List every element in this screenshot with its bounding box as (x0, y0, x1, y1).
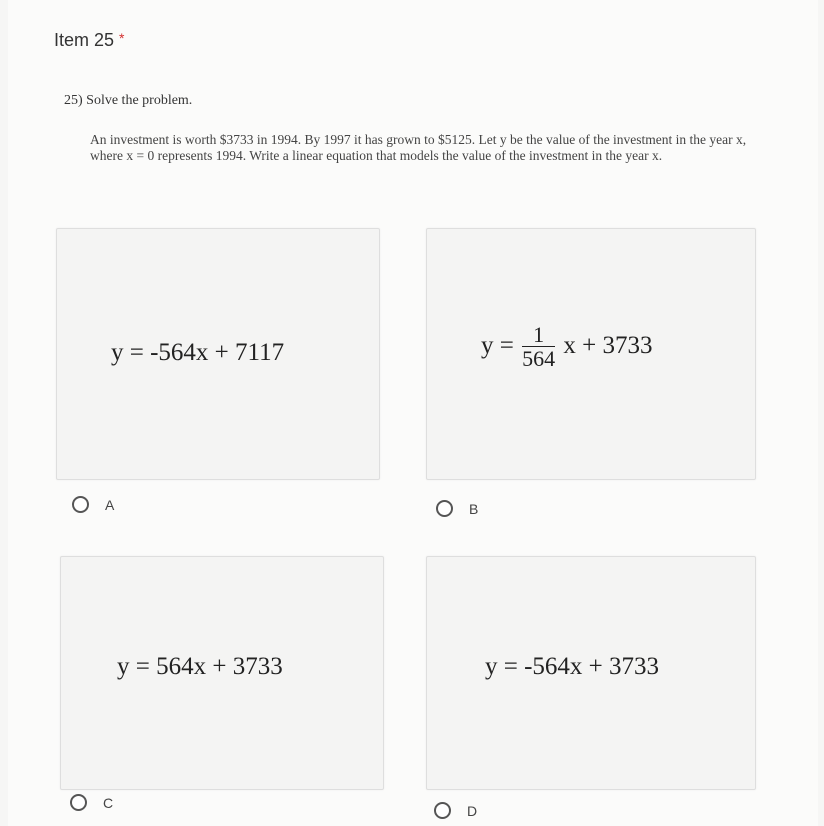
question-page (8, 0, 818, 826)
choice-c-equation: y = 564x + 3733 (117, 653, 283, 680)
choice-d-label: D (467, 802, 478, 819)
choice-b-equation (481, 324, 652, 371)
choice-b-card[interactable] (426, 228, 756, 480)
problem-text: An investment is worth $3733 in 1994. By 1997 it has grown to $5125. Let y be the value of the investment in the year x, where x = 0 represents 1994. Write a linear equation that models the value of the investment in the year x. (90, 132, 747, 163)
choice-d-radio[interactable] (434, 802, 451, 819)
choice-a-card[interactable] (56, 228, 380, 480)
choice-c-label: C (103, 794, 114, 811)
required-marker: * (119, 30, 125, 46)
choice-b-frac-denominator: 564 (522, 346, 556, 371)
choice-b-radio[interactable] (436, 500, 453, 517)
choice-a-radio[interactable] (72, 496, 89, 513)
choice-b-option[interactable] (436, 500, 478, 517)
question-heading: 25) Solve the problem. (64, 93, 193, 108)
choice-d-equation: y = -564x + 3733 (485, 653, 660, 680)
item-title-text: Item 25 (54, 30, 115, 50)
choice-b-fraction (522, 324, 555, 371)
choice-b-label: B (469, 500, 479, 517)
choice-a-option[interactable] (72, 496, 114, 513)
choice-c-card[interactable] (60, 556, 384, 790)
item-title (54, 30, 124, 51)
choice-b-eq-suffix: x + 3733 (563, 332, 653, 360)
choice-a-label: A (105, 496, 115, 513)
choice-b-frac-numerator: 1 (522, 324, 555, 347)
choice-d-card[interactable] (426, 556, 756, 790)
choice-c-option[interactable] (70, 794, 113, 811)
choice-b-eq-prefix: y = (481, 332, 514, 360)
choice-d-option[interactable] (434, 802, 477, 819)
choice-a-equation: y = -564x + 7117 (111, 339, 285, 366)
choice-c-radio[interactable] (70, 794, 87, 811)
